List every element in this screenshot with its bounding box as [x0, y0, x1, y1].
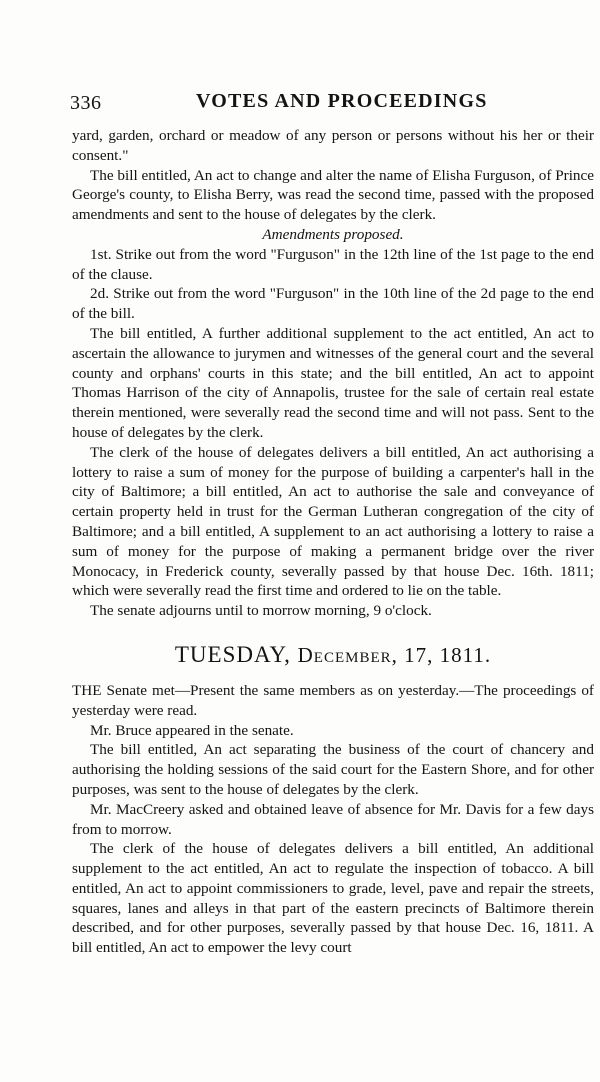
paragraph-chancery-bill: The bill entitled, An act separating the business of the court of chancery and authorising the holding sessions of the said court for the Eastern Shore, and for other purposes, was sent to the house of delegates by the clerk.	[72, 741, 594, 798]
paragraph-bruce: Mr. Bruce appeared in the senate.	[90, 721, 294, 739]
page-number: 336	[70, 92, 102, 114]
paragraph-senate-met: THE Senate met—Present the same members as on yesterday.—The proceedings of yesterday were read.	[72, 681, 594, 719]
paragraph-tobacco-bill: The clerk of the house of delegates delivers a bill entitled, An additional supplement to the act entitled, An act to regulate the inspection of tobacco. A bill entitled, An act to appoint commissioners to grade, level, pave and repair the streets, squares, lanes and alleys in that part of the eastern precincts of Baltimore therein described, and for other purposes, severally passed by that house Dec. 16, 1811. A bill entitled, An act to empower the levy court	[72, 840, 594, 957]
paragraph-leave-of-absence: Mr. MacCreery asked and obtained leave of absence for Mr. Davis for a few days from to morrow.	[72, 800, 594, 838]
page-header	[0, 88, 600, 118]
date-heading-day: TUESDAY,	[174, 641, 291, 667]
page-body	[72, 126, 594, 958]
running-head: VOTES AND PROCEEDINGS	[196, 90, 488, 112]
paragraph-adjournment: The senate adjourns until to morrow morning, 9 o'clock.	[90, 602, 432, 620]
paragraph-jurymen-bill: The bill entitled, A further additional supplement to the act entitled, An act to ascertain the allowance to jurymen and witnesses of the general court and the several county and orphans' courts in this state; and the bill entitled, An act to appoint Thomas Harrison of the city of Annapolis, trustee for the sale of certain real estate therein mentioned, were severally read the second time and will not pass. Sent to the house of delegates by the clerk.	[72, 324, 594, 441]
paragraph-continuation: yard, garden, orchard or meadow of any person or persons without his her or their consent."	[72, 127, 594, 164]
amendments-heading: Amendments proposed.	[262, 225, 404, 243]
paragraph-name-change-bill: The bill entitled, An act to change and alter the name of Elisha Furguson, of Prince George's county, to Elisha Berry, was read the second time, passed with the proposed amendments and sent to the house of delegates by the clerk.	[72, 166, 594, 224]
amendment-second: 2d. Strike out from the word "Furguson" in the 10th line of the 2d page to the end of the bill.	[72, 285, 594, 323]
date-heading-date: December, 17, 1811.	[297, 642, 492, 667]
paragraph-lottery-bills: The clerk of the house of delegates delivers a bill entitled, An act authorising a lottery to raise a sum of money for the purpose of building a carpenter's hall in the city of Baltimore; a bill entitled, An act to authorise the sale and conveyance of certain property held in trust for the German Lutheran congregation of the city of Baltimore; and a bill entitled, A supplement to an act authorising a lottery to raise a sum of money for the purpose of making a permanent bridge over the river Monocacy, in Frederick county, severally passed by that house Dec. 16th. 1811; which were severally read the first time and ordered to lie on the table.	[72, 443, 594, 600]
amendment-first: 1st. Strike out from the word "Furguson" in the 12th line of the 1st page to the end of the clause.	[72, 245, 594, 283]
date-heading	[72, 641, 594, 669]
